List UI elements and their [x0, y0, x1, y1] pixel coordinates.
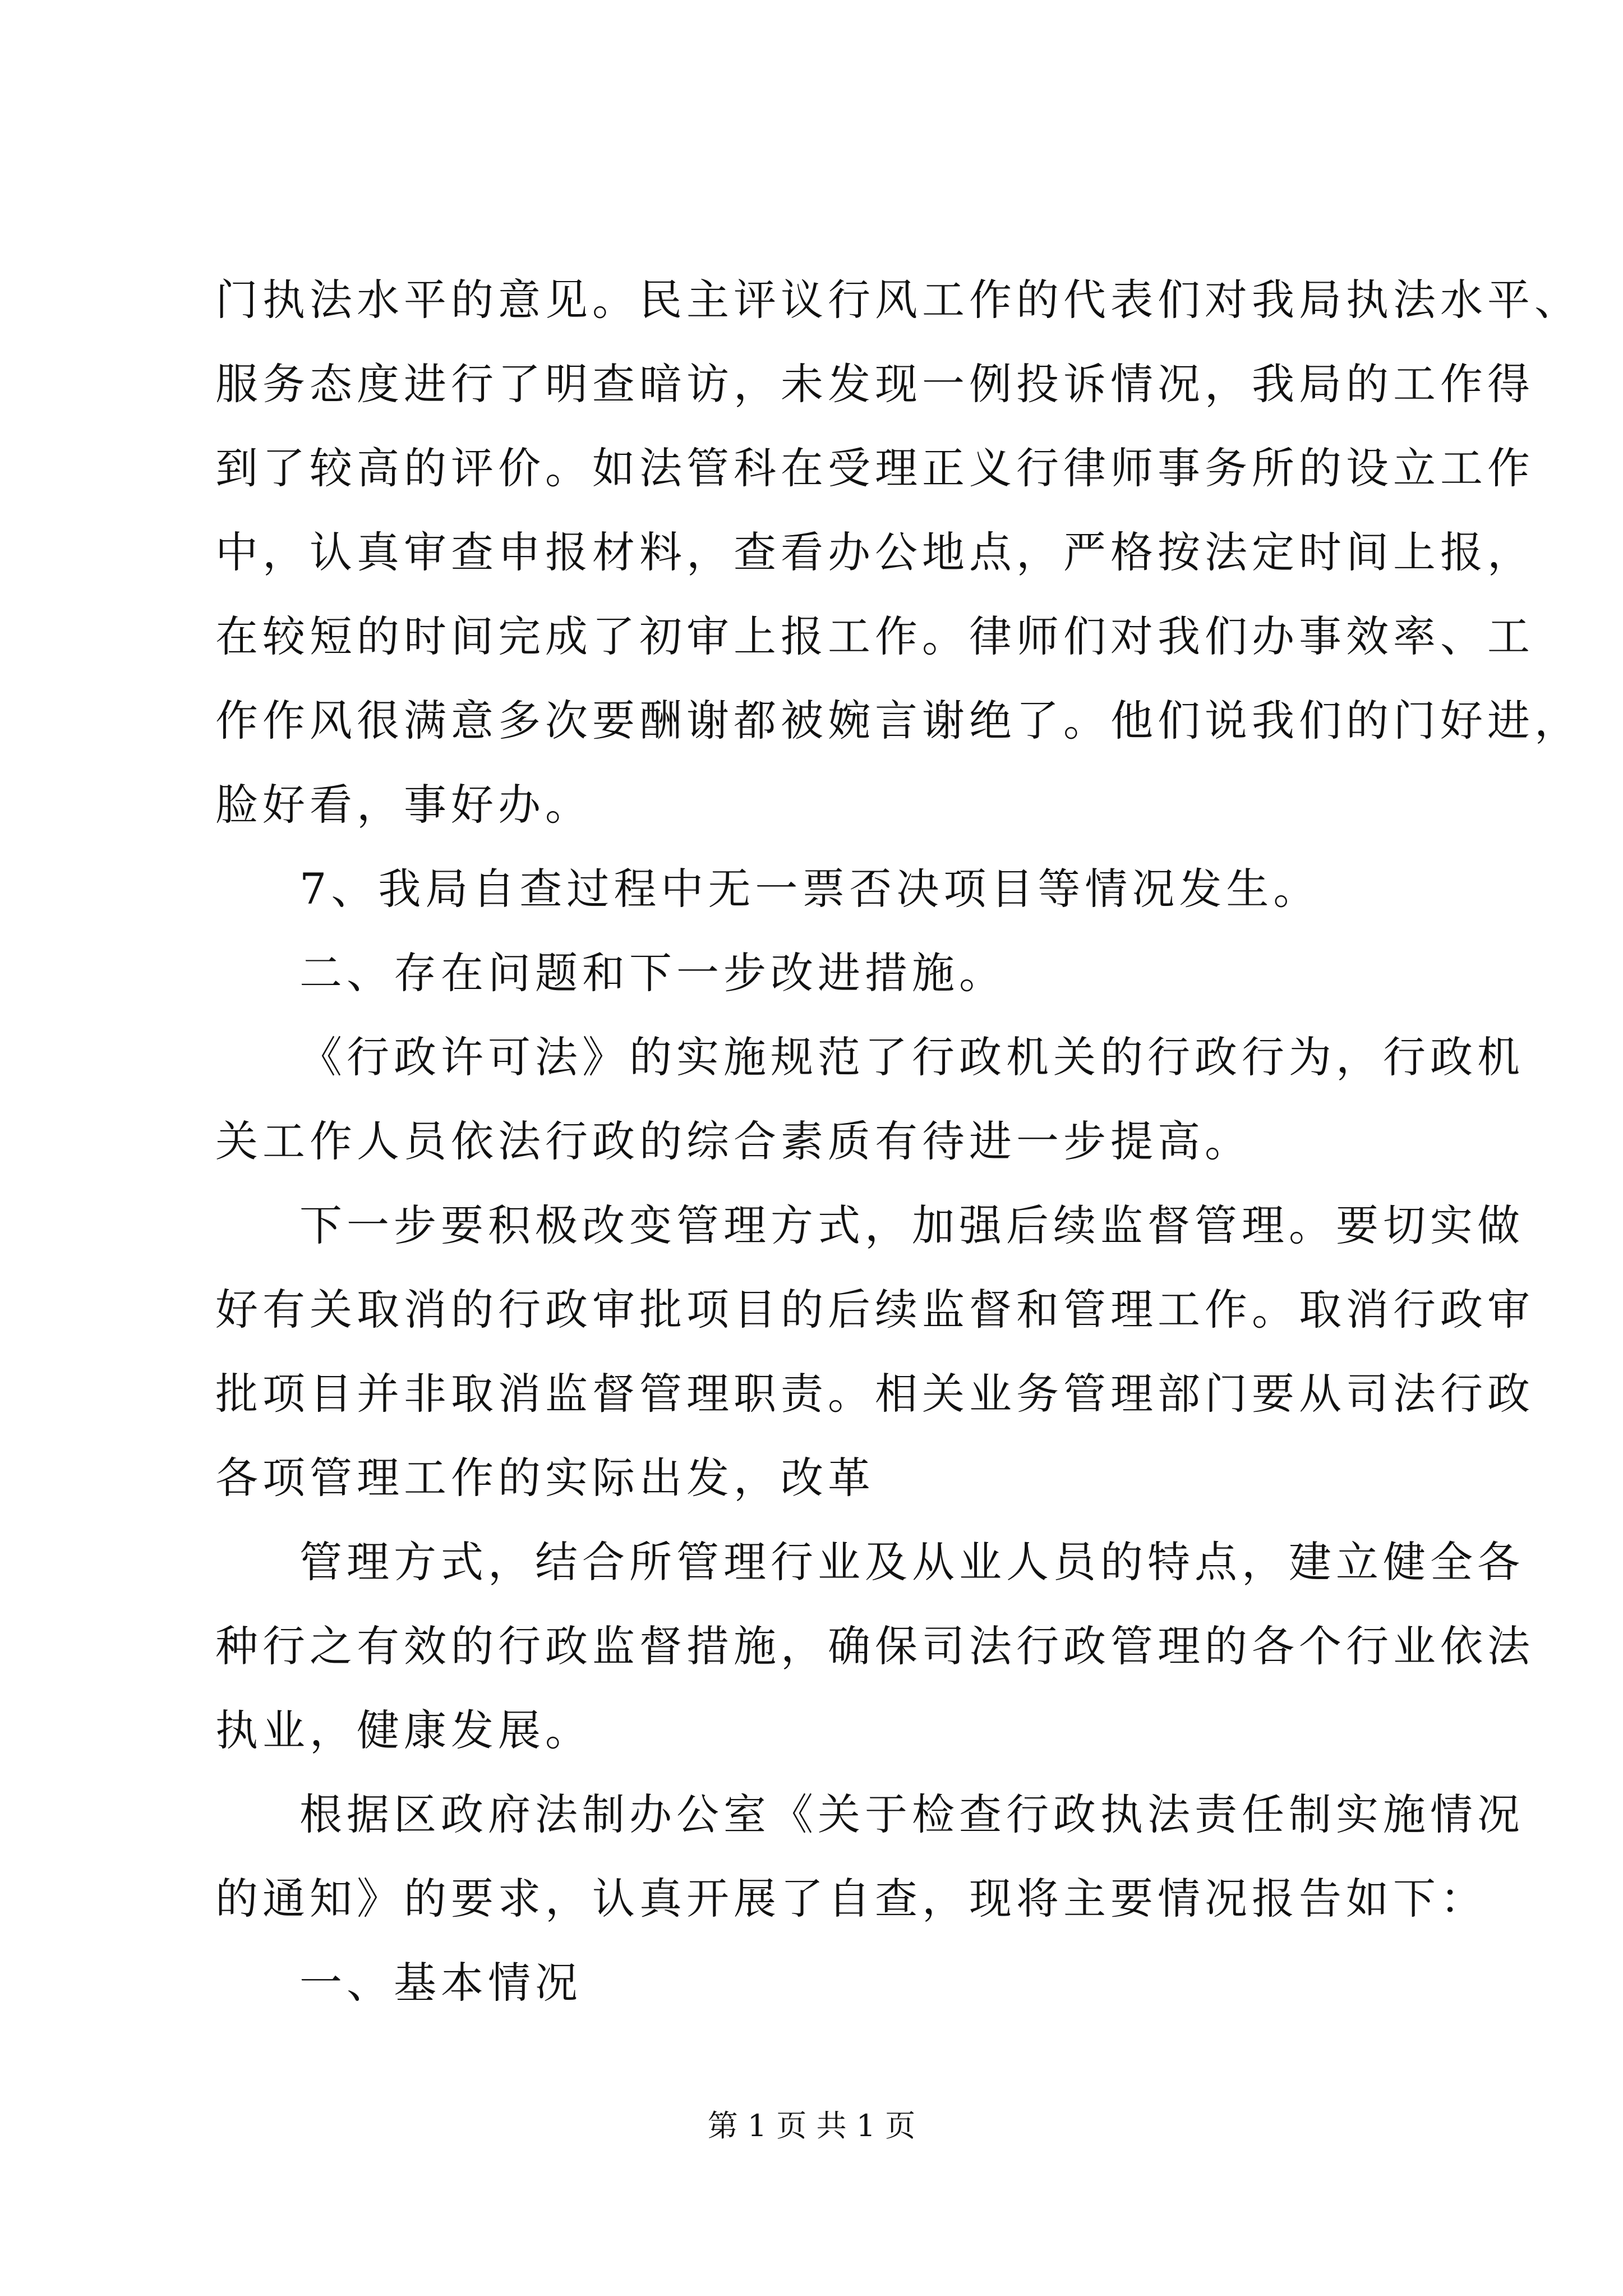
paragraph-line: 批项目并非取消监督管理职责。相关业务管理部门要从司法行政: [215, 1369, 1534, 1419]
paragraph-line: 中，认真审查申报材料，查看办公地点，严格按法定时间上报，: [215, 527, 1534, 577]
paragraph-line: 《行政许可法》的实施规范了行政机关的行政行为，行政机: [299, 1032, 1524, 1082]
paragraph-line: 脸好看，事好办。: [215, 780, 592, 830]
paragraph-line: 的通知》的要求，认真开展了自查，现将主要情况报告如下：: [215, 1874, 1487, 1924]
section-heading: 一、基本情况: [299, 1958, 582, 2008]
paragraph-line: 执业，健康发展。: [215, 1705, 592, 1755]
paragraph-line: 管理方式，结合所管理行业及从业人员的特点，建立健全各: [299, 1537, 1524, 1587]
paragraph-line: 服务态度进行了明查暗访，未发现一例投诉情况，我局的工作得: [215, 359, 1534, 409]
paragraph-line: 种行之有效的行政监督措施，确保司法行政管理的各个行业依法: [215, 1621, 1534, 1671]
section-heading: 二、存在问题和下一步改进措施。: [299, 948, 1006, 998]
paragraph-line: 7、我局自查过程中无一票否决项目等情况发生。: [299, 864, 1321, 914]
paragraph-line: 关工作人员依法行政的综合素质有待进一步提高。: [215, 1116, 1252, 1166]
paragraph-line: 根据区政府法制办公室《关于检查行政执法责任制实施情况: [299, 1789, 1524, 1839]
paragraph-line: 作作风很满意多次要酬谢都被婉言谢绝了。他们说我们的门好进，: [215, 696, 1581, 746]
paragraph-line: 在较短的时间完成了初审上报工作。律师们对我们办事效率、工: [215, 611, 1534, 661]
paragraph-line: 好有关取消的行政审批项目的后续监督和管理工作。取消行政审: [215, 1285, 1534, 1335]
paragraph-line: 到了较高的评价。如法管科在受理正义行律师事务所的设立工作: [215, 443, 1534, 493]
paragraph-line: 门执法水平的意见。民主评议行风工作的代表们对我局执法水平、: [215, 275, 1581, 325]
paragraph-line: 各项管理工作的实际出发，改革: [215, 1453, 875, 1503]
paragraph-line: 下一步要积极改变管理方式，加强后续监督管理。要切实做: [299, 1200, 1524, 1250]
page-footer: 第 1 页 共 1 页: [707, 2108, 916, 2143]
